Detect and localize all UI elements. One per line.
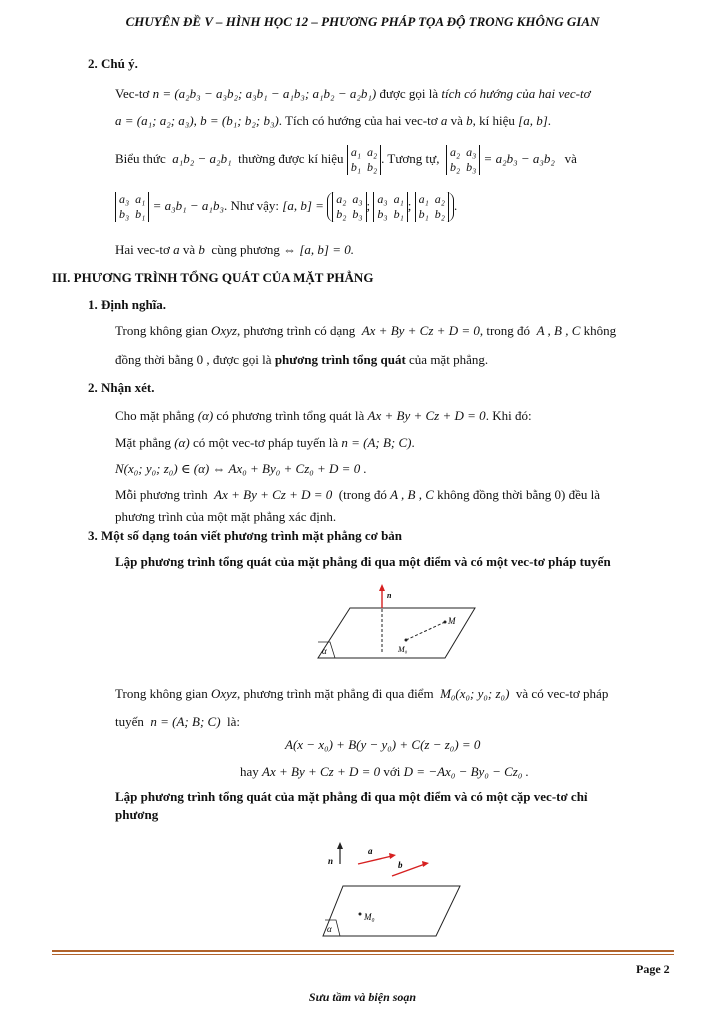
text: Trong không gian <box>115 323 208 338</box>
cross-product: [a, b] <box>518 113 548 128</box>
text: được gọi là <box>379 86 439 101</box>
det-1: a₂ a₃ b₂ b₃ <box>332 192 366 222</box>
figure-plane-normal <box>310 580 485 670</box>
term: tích có hướng của hai vec-tơ <box>441 86 591 101</box>
det-2: a₃ a₁ b₃ b₁ <box>373 192 407 222</box>
text: có một vec-tơ pháp tuyến là <box>192 435 339 450</box>
text: , phương trình có dạng <box>236 323 356 338</box>
formula: = a₂b₃ − a₃b₂ <box>483 150 555 166</box>
point-m0 <box>359 913 362 916</box>
text: , kí hiệu <box>472 113 515 128</box>
formula: D = −Ax₀ − By₀ − Cz₀ . <box>403 764 529 779</box>
page-number: Page 2 <box>636 962 670 976</box>
note-line-4: a₃ a₁ b₃ b₁ = a₃b₁ − a₁b₃. Như vậy: [a, b] = a₂ a₃ b₂ b₃; a₃ a₁ b₃ b₁; a₁ a₂ b₁ b₂. <box>115 192 457 222</box>
text: (trong đó <box>338 487 387 502</box>
text: là: <box>227 714 241 729</box>
text: tuyến <box>115 714 144 729</box>
text: với <box>383 764 401 779</box>
subheading-definition: 1. Định nghĩa. <box>88 297 167 312</box>
problem-1-line-2 <box>115 714 240 730</box>
footer-rule <box>52 950 674 952</box>
text: Cho mặt phẳng <box>115 408 195 423</box>
normal-arrowhead <box>379 584 385 591</box>
remark-line-4 <box>115 487 600 503</box>
space-name: Oxyz <box>210 323 237 338</box>
figure-plane-direction-vectors <box>318 838 468 938</box>
remark-line-1 <box>115 408 532 424</box>
coefficients: A , B , C <box>536 323 581 338</box>
formula: Ax + By + Cz + D = 0 <box>214 487 333 502</box>
text: Hai vec-tơ <box>115 242 170 257</box>
problem-2-heading-1: Lập phương trình tổng quát của mặt phẳng đi qua một điểm và có một cặp vec-tơ chỉ <box>115 789 588 804</box>
section-heading-note: 2. Chú ý. <box>88 56 138 71</box>
point-m0 <box>405 639 408 642</box>
remark-line-2: Mặt phẳng (α) có một vec-tơ pháp tuyến là n = (A; B; C). <box>115 435 415 450</box>
vector-a-arrowhead <box>389 853 396 859</box>
vector: a <box>173 242 180 257</box>
text: . Khi đó: <box>485 408 532 423</box>
text: Mặt phẳng <box>115 435 171 450</box>
problem-1-heading: Lập phương trình tổng quát của mặt phẳng đi qua một điểm và có một vec-tơ pháp tuyến <box>115 554 611 569</box>
remark-line-5: phương trình của một mặt phẳng xác định. <box>115 509 337 524</box>
determinant-a2a3: a₂ a₃ b₂ b₃ <box>446 145 480 175</box>
text: không <box>583 323 617 338</box>
text: có phương trình tổng quát là <box>216 408 365 423</box>
normal-label: n <box>328 856 334 866</box>
m0-label: M₀ <box>398 645 408 654</box>
text: . Tích có hướng của hai vec-tơ <box>278 113 438 128</box>
text: đồng thời bằng 0 , được gọi là <box>115 352 272 367</box>
formula: ⇔ [a, b] = 0. <box>283 242 355 257</box>
footer-rule-thin <box>52 954 674 955</box>
text: , trong đó <box>479 323 531 338</box>
remark-line-3: N(x₀; y₀; z₀) ∈ (α) ⇔ Ax₀ + By₀ + Cz₀ + D = 0 . <box>115 461 367 476</box>
text: Vec-tơ <box>115 86 150 101</box>
subheading-problems: 3. Một số dạng toán viết phương trình mặt phẳng cơ bản <box>88 528 403 543</box>
space-name: Oxyz <box>210 686 237 701</box>
formula: a₁b₂ − a₂b₁ <box>172 150 232 166</box>
equation-2 <box>240 764 529 780</box>
normal-arrowhead <box>337 842 343 849</box>
text: Biểu thức <box>115 150 166 166</box>
text: và <box>182 242 196 257</box>
subheading-remark: 2. Nhận xét. <box>88 380 155 395</box>
note-line-3 <box>115 145 577 175</box>
point-m <box>444 621 447 624</box>
vector-b-arrow <box>392 864 425 876</box>
text: . Tương tự, <box>381 150 440 166</box>
formula: Ax + By + Cz + D = 0 <box>367 408 486 423</box>
text: và có vec-tơ pháp <box>515 686 609 701</box>
formula: = a₃b₁ − a₁b₃ <box>152 197 224 213</box>
text: không đồng thời bằng 0) đều là <box>437 487 601 502</box>
vector: b <box>198 242 205 257</box>
formula: n = (a₂b₃ − a₃b₂; a₃b₁ − a₁b₃; a₁b₂ − a₂b₁) <box>152 86 377 101</box>
determinant-a1a2: a₁ a₂ b₁ b₂ <box>347 145 381 175</box>
formula: Ax + By + Cz + D = 0 <box>262 764 381 779</box>
point: M₀(x₀; y₀; z₀) <box>440 686 510 701</box>
text: và <box>450 113 463 128</box>
text: thường được kí hiệu <box>238 150 344 166</box>
alpha-label: α <box>327 924 332 934</box>
m0-label: M₀ <box>364 912 375 922</box>
page-header: CHUYÊN ĐỀ V – HÌNH HỌC 12 – PHƯƠNG PHÁP TỌA ĐỘ TRONG KHÔNG GIAN <box>125 14 600 29</box>
text: Mỗi phương trình <box>115 487 208 502</box>
formula: a = (a₁; a₂; a₃), b = (b₁; b₂; b₃) <box>115 113 279 128</box>
normal-vector: n = (A; B; C) <box>341 435 412 450</box>
note-line-1 <box>115 86 591 102</box>
section-heading-plane-equation: III. PHƯƠNG TRÌNH TỔNG QUÁT CỦA MẶT PHẲNG <box>52 270 374 285</box>
plane: (α) <box>174 435 190 450</box>
text: cùng phương <box>211 242 280 257</box>
term: phương trình tổng quát <box>274 352 406 367</box>
formula: Ax + By + Cz + D = 0 <box>361 323 480 338</box>
footer-credit: Sưu tầm và biện soạn <box>308 990 417 1004</box>
text: và <box>564 150 577 166</box>
text: . Như vậy: <box>223 197 280 213</box>
segment-m0m <box>406 622 445 640</box>
vector-a-arrow <box>358 856 392 864</box>
plane: (α) <box>197 408 214 423</box>
det-3: a₁ a₂ b₁ b₂ <box>415 192 449 222</box>
formula: [a, b] = <box>282 197 324 213</box>
text: của mặt phẳng. <box>409 352 489 367</box>
normal-vector: n = (A; B; C) <box>150 714 221 729</box>
definition-line-1 <box>115 323 616 339</box>
note-line-5 <box>115 242 354 258</box>
text: hay <box>240 764 259 779</box>
problem-2-heading-2: phương <box>115 807 159 822</box>
coefficients: A , B , C <box>390 487 434 502</box>
alpha-label: α <box>322 646 327 656</box>
text: , phương trình mặt phẳng đi qua điểm <box>236 686 434 701</box>
vector: b <box>466 113 473 128</box>
cross-product-matrix: a₂ a₃ b₂ b₃; a₃ a₁ b₃ b₁; a₁ a₂ b₁ b₂ <box>327 192 454 222</box>
vector: a <box>440 113 448 128</box>
vector-b-label: b <box>398 860 403 870</box>
determinant-a3a1: a₃ a₁ b₃ b₁ <box>115 192 149 222</box>
vector-a-label: a <box>368 846 373 856</box>
plane-shape <box>323 886 460 936</box>
text: Trong không gian <box>115 686 208 701</box>
normal-label: n <box>387 591 392 600</box>
m-label: M <box>448 616 456 626</box>
vector-b-arrowhead <box>422 861 429 867</box>
problem-1-line-1 <box>115 686 608 702</box>
definition-line-2 <box>115 352 488 368</box>
equation-1: A(x − x₀) + B(y − y₀) + C(z − z₀) = 0 <box>285 737 481 752</box>
note-line-2: a = (a₁; a₂; a₃), b = (b₁; b₂; b₃). Tích có hướng của hai vec-tơ a và b, kí hiệu [a, b]. <box>115 113 552 128</box>
